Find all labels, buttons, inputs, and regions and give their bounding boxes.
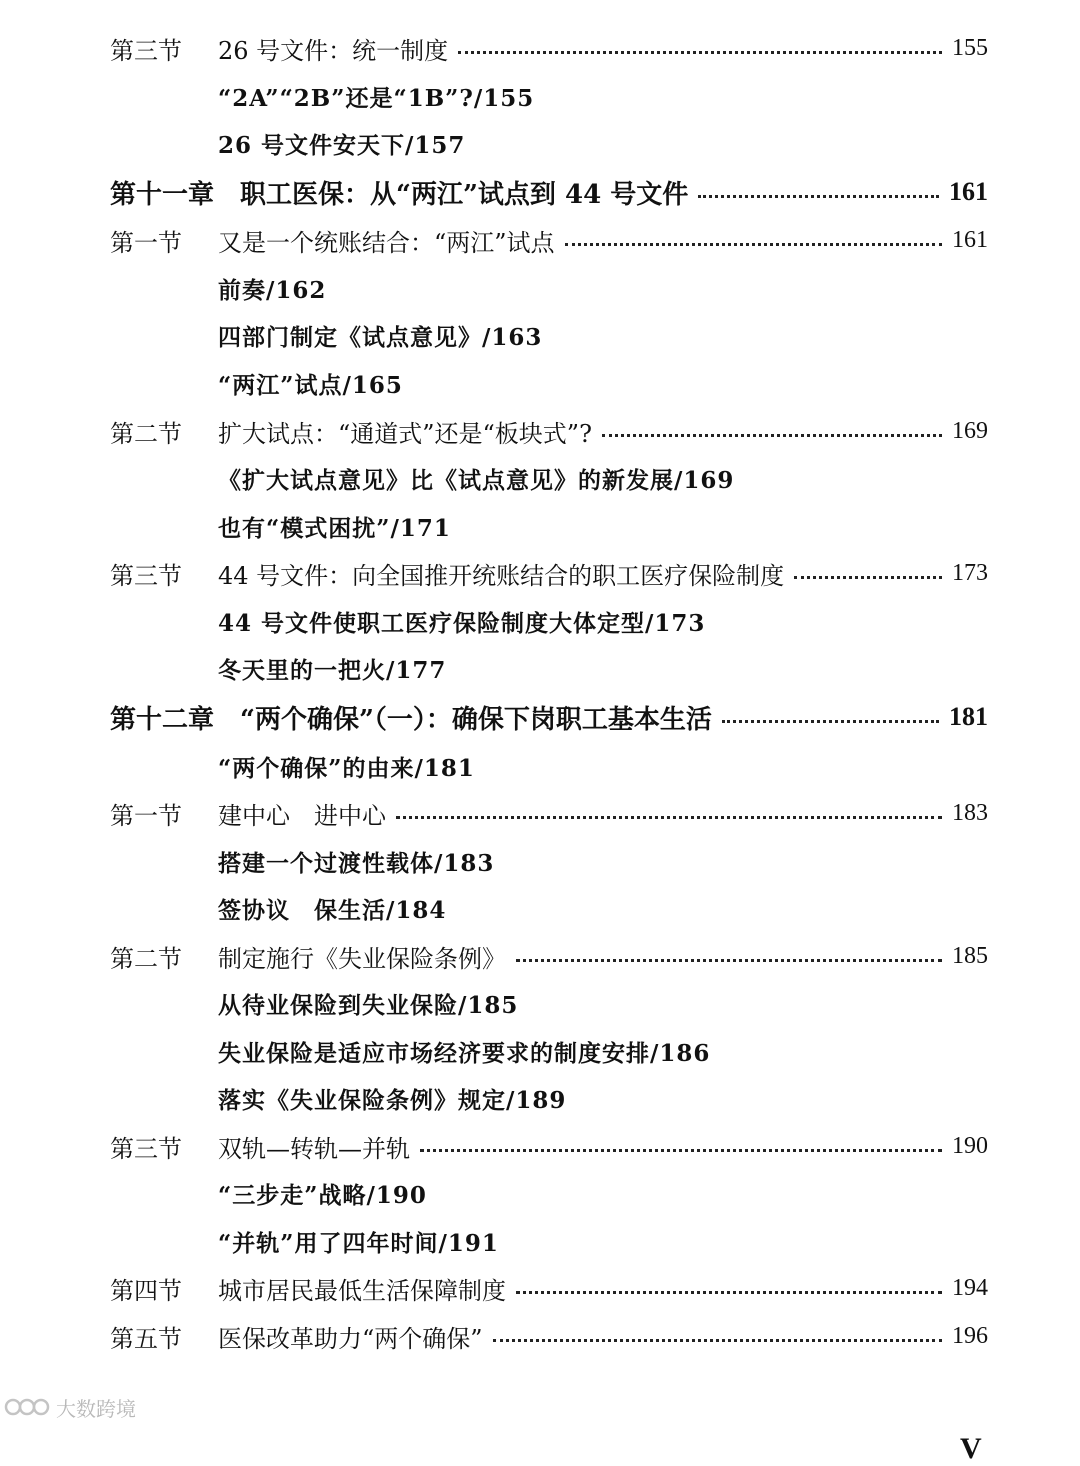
toc-subentry: [218, 1031, 710, 1071]
toc-subentry: [218, 601, 705, 641]
section-label: 第三节: [110, 1134, 182, 1163]
toc-subentry-title: “两个确保”的由来/181: [218, 754, 475, 782]
toc-subentry: [218, 983, 518, 1023]
toc-chapter-entry: [110, 697, 988, 737]
toc-subentry-title: “2A”“2B”还是“1B”?/155: [218, 84, 535, 112]
watermark-logo-icon: [4, 1397, 50, 1417]
toc-section-entry: [110, 553, 988, 593]
toc-subentry: [218, 648, 446, 688]
dot-leader: [698, 195, 939, 198]
page-number: V: [960, 1432, 982, 1465]
chapter-title: “两个确保”（一）：确保下岗职工基本生活: [240, 704, 712, 735]
section-label: 第一节: [110, 228, 182, 257]
section-label: 第二节: [110, 944, 182, 973]
dot-leader: [420, 1149, 942, 1152]
section-title: 建中心 进中心: [218, 801, 386, 830]
toc-subentry-title: 前奏/162: [218, 276, 327, 304]
page-ref: 155: [952, 34, 988, 61]
dot-leader: [565, 243, 942, 246]
toc-subentry-title: 失业保险是适应市场经济要求的制度安排/186: [218, 1039, 711, 1067]
toc-subentry-title: 也有“模式困扰”/171: [218, 514, 451, 542]
page-ref: 169: [952, 417, 988, 444]
toc-section-entry: [110, 28, 988, 68]
chapter-label: 第十二章: [110, 704, 215, 735]
toc-subentry: [218, 268, 326, 308]
page-ref: 190: [952, 1132, 988, 1159]
page-ref: 161: [949, 177, 988, 206]
dot-leader: [458, 51, 942, 54]
dot-leader: [602, 434, 942, 437]
toc-subentry: [218, 315, 542, 355]
toc-subentry-title: 搭建一个过渡性载体/183: [218, 849, 495, 877]
toc-section-entry: [110, 411, 988, 451]
section-title: 制定施行《失业保险条例》: [218, 944, 506, 973]
section-title: 扩大试点：“通道式”还是“板块式”?: [218, 419, 592, 448]
page-ref: 194: [952, 1274, 988, 1301]
page-ref: 185: [952, 942, 988, 969]
dot-leader: [493, 1339, 942, 1342]
toc-section-entry: [110, 936, 988, 976]
toc-subentry-title: 冬天里的一把火/177: [218, 656, 447, 684]
section-label: 第二节: [110, 419, 182, 448]
toc-subentry: [218, 1221, 499, 1261]
toc-subentry-title: 四部门制定《试点意见》/163: [218, 323, 543, 351]
chapter-label: 第十一章: [110, 179, 215, 210]
dot-leader: [516, 959, 942, 962]
page-ref: 183: [952, 799, 988, 826]
section-title: 26 号文件：统一制度: [218, 36, 449, 65]
toc-subentry: [218, 458, 734, 498]
page-ref: 181: [949, 702, 988, 731]
section-title: 又是一个统账结合：“两江”试点: [218, 228, 555, 257]
dot-leader: [794, 576, 942, 579]
toc-subentry-title: “三步走”战略/190: [218, 1181, 427, 1209]
toc-chapter-entry: [110, 172, 988, 212]
toc-subentry: [218, 1078, 566, 1118]
toc-subentry: [218, 888, 446, 928]
section-label: 第四节: [110, 1276, 182, 1305]
section-title: 城市居民最低生活保障制度: [218, 1276, 506, 1305]
section-label: 第五节: [110, 1324, 182, 1353]
section-label: 第三节: [110, 561, 182, 590]
toc-subentry: [218, 506, 451, 546]
toc-subentry-title: 落实《失业保险条例》规定/189: [218, 1086, 567, 1114]
toc-section-entry: [110, 1316, 988, 1356]
toc-subentry-title: 44 号文件使职工医疗保险制度大体定型/173: [218, 609, 706, 637]
toc-section-entry: [110, 793, 988, 833]
chapter-title: 职工医保：从“两江”试点到 44 号文件: [240, 179, 689, 210]
watermark: [4, 1392, 136, 1422]
dot-leader: [722, 720, 939, 723]
dot-leader: [516, 1291, 942, 1294]
section-title: 44 号文件：向全国推开统账结合的职工医疗保险制度: [218, 561, 785, 590]
section-title: 双轨—转轨—并轨: [218, 1134, 410, 1163]
toc-subentry: [218, 841, 494, 881]
toc-subentry: [218, 76, 534, 116]
watermark-text: 大数跨境: [56, 1396, 136, 1421]
toc-subentry-title: 从待业保险到失业保险/185: [218, 991, 519, 1019]
toc-subentry: [218, 123, 465, 163]
toc-subentry: [218, 746, 475, 786]
toc-section-entry: [110, 1268, 988, 1308]
section-title: 医保改革助力“两个确保”: [218, 1324, 483, 1353]
toc-subentry-title: 26 号文件安天下/157: [218, 131, 466, 159]
toc-section-entry: [110, 220, 988, 260]
toc-subentry-title: “并轨”用了四年时间/191: [218, 1229, 499, 1257]
toc-subentry: [218, 363, 403, 403]
section-label: 第一节: [110, 801, 182, 830]
toc-subentry-title: “两江”试点/165: [218, 371, 403, 399]
page-ref: 196: [952, 1322, 988, 1349]
dot-leader: [396, 816, 942, 819]
page-ref: 173: [952, 559, 988, 586]
section-label: 第三节: [110, 36, 182, 65]
toc-section-entry: [110, 1126, 988, 1166]
page-ref: 161: [952, 226, 988, 253]
toc-subentry-title: 签协议 保生活/184: [218, 896, 447, 924]
toc-subentry: [218, 1173, 427, 1213]
toc-subentry-title: 《扩大试点意见》比《试点意见》的新发展/169: [218, 466, 735, 494]
